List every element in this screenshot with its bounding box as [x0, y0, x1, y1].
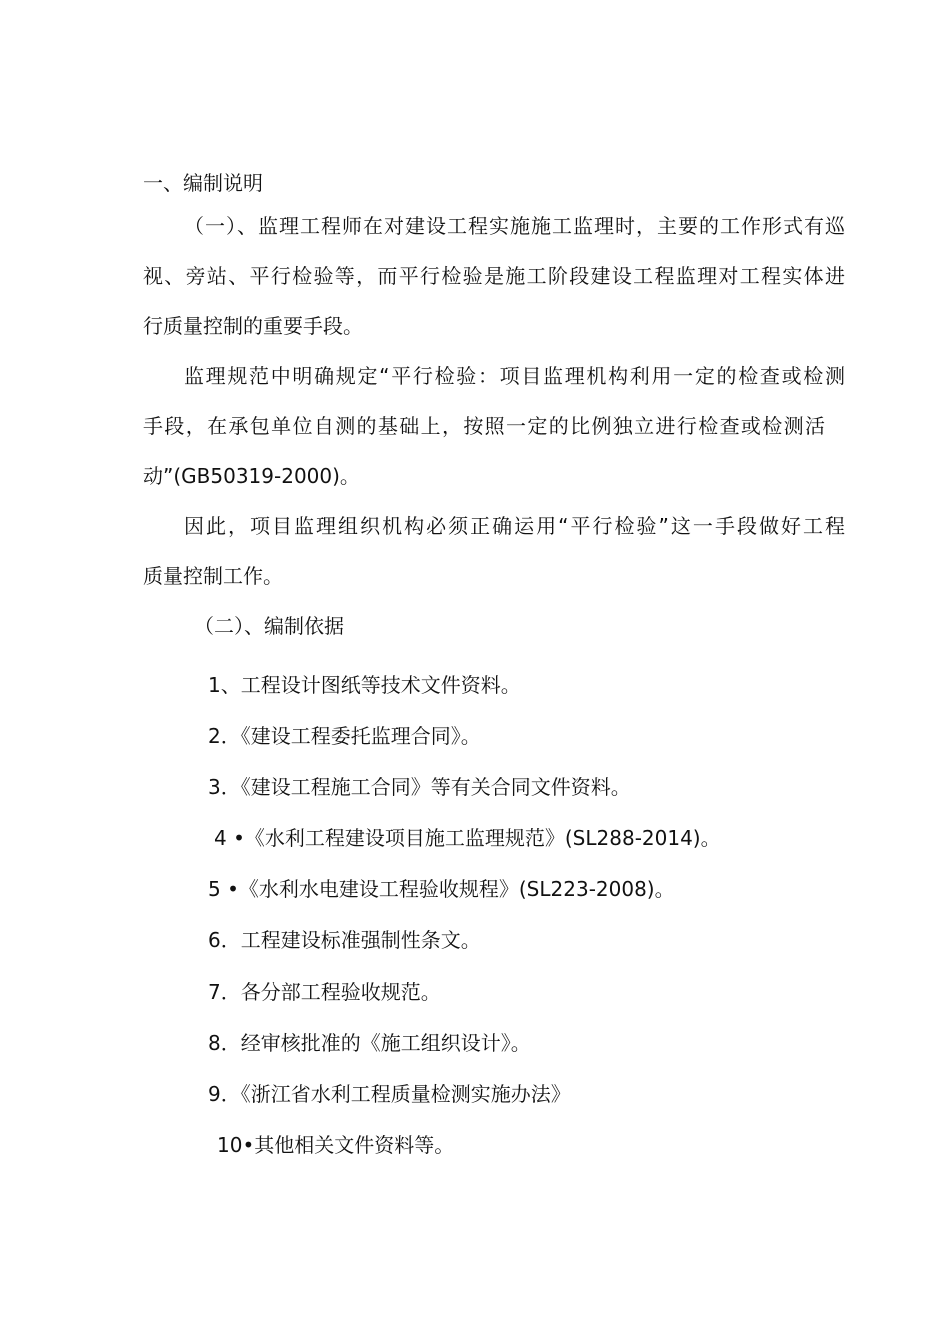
para1-line-3: 行质量控制的重要手段。 — [143, 314, 363, 338]
basis-item-2: 2．《建设工程委托监理合同》。 — [208, 724, 481, 748]
basis-item-5: 5 •《水利水电建设工程验收规程》(SL223-2008)。 — [208, 877, 675, 901]
basis-item-4: 4 •《水利工程建设项目施工监理规范》(SL288-2014)。 — [214, 826, 721, 850]
basis-item-7: 7．各分部工程验收规范。 — [208, 980, 441, 1004]
para3-line-2: 质量控制工作。 — [143, 564, 283, 588]
para2-line-1: 监理规范中明确规定“平行检验：项目监理机构利用一定的检查或检测 — [184, 364, 845, 388]
basis-item-1: 1、工程设计图纸等技术文件资料。 — [208, 673, 521, 697]
para1-line-1: （一）、监理工程师在对建设工程实施施工监理时，主要的工作形式有巡 — [184, 214, 845, 238]
basis-heading: （二）、编制依据 — [194, 614, 344, 638]
basis-item-6: 6．工程建设标准强制性条文。 — [208, 928, 481, 952]
para3-line-1: 因此，项目监理组织机构必须正确运用“平行检验”这一手段做好工程 — [184, 514, 845, 538]
basis-item-8: 8．经审核批准的《施工组织设计》。 — [208, 1031, 531, 1055]
para2-line-2: 手段，在承包单位自测的基础上，按照一定的比例独立进行检查或检测活 — [143, 414, 825, 438]
para2-line-3: 动”(GB50319-2000)。 — [143, 464, 360, 488]
para1-line-2: 视、旁站、平行检验等，而平行检验是施工阶段建设工程监理对工程实体进 — [143, 264, 845, 288]
basis-item-10: 10•其他相关文件资料等。 — [217, 1133, 455, 1157]
basis-item-9: 9．《浙江省水利工程质量检测实施办法》 — [208, 1082, 571, 1106]
section-heading: 一、编制说明 — [143, 171, 263, 195]
basis-item-3: 3．《建设工程施工合同》等有关合同文件资料。 — [208, 775, 631, 799]
